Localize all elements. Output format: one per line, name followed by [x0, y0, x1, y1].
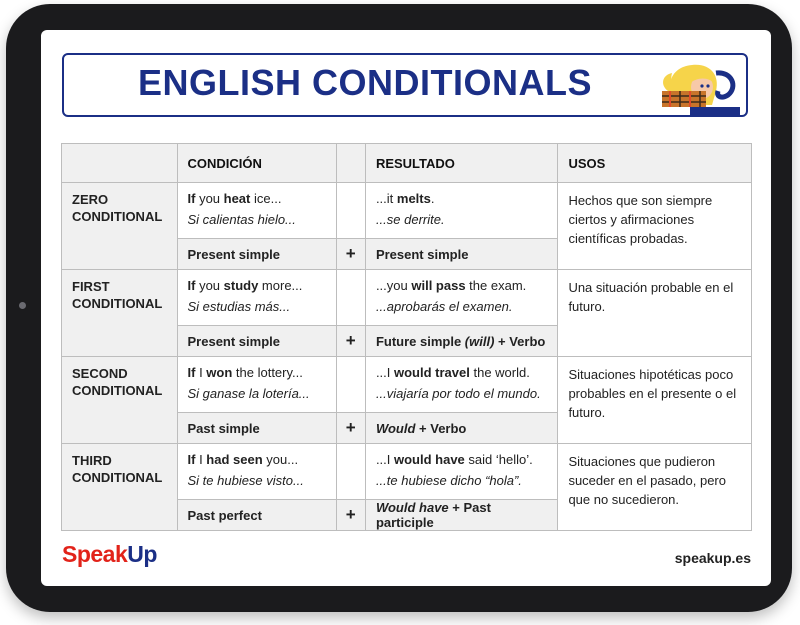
camera-dot	[19, 302, 26, 309]
plus-sign: +	[336, 239, 365, 270]
plus-sign: +	[336, 413, 365, 444]
text-fragment: If	[187, 365, 196, 380]
result-tense	[365, 500, 558, 531]
result-tense	[365, 413, 558, 444]
plus-spacer	[336, 183, 365, 239]
speakup-logo	[62, 541, 157, 568]
example-en	[376, 362, 548, 383]
header-plus-spacer	[336, 144, 365, 183]
result-translation: ...te hubiese dicho “hola”.	[375, 473, 522, 488]
text-fragment: + Past participle	[375, 500, 491, 530]
result-translation: ...se derrite.	[375, 212, 445, 227]
text-fragment: you...	[262, 452, 299, 467]
text-fragment: ice...	[250, 191, 282, 206]
condition-example	[177, 357, 336, 413]
example-en	[376, 188, 548, 209]
tablet-frame	[6, 4, 792, 612]
text-fragment: .	[430, 191, 435, 206]
conditional-type-line1: THIRD	[72, 453, 112, 468]
header-condicion: CONDICIÓN	[177, 144, 336, 183]
condition-translation: Si ganase la lotería...	[187, 386, 310, 401]
text-fragment: you	[195, 191, 224, 206]
example-en	[188, 449, 326, 470]
text-fragment: Future simple	[375, 333, 465, 349]
text-fragment: would travel	[394, 365, 470, 380]
conditional-type	[62, 357, 178, 444]
conditional-type-line2: CONDITIONAL	[72, 470, 163, 485]
text-fragment: study	[223, 278, 259, 293]
conditional-type	[62, 444, 178, 531]
text-fragment: ...I	[375, 452, 394, 467]
result-translation: ...viajaría por todo el mundo.	[375, 386, 541, 401]
example-en	[188, 275, 326, 296]
example-en	[376, 275, 548, 296]
text-fragment: ...it	[375, 191, 397, 206]
text-fragment: (will)	[464, 333, 495, 349]
table-row	[62, 444, 752, 500]
condition-tense: Present simple	[177, 239, 336, 270]
condition-tense: Past perfect	[177, 500, 336, 531]
text-fragment: you	[195, 278, 224, 293]
condition-example	[177, 270, 336, 326]
conditional-type-line2: CONDITIONAL	[72, 296, 163, 311]
result-example	[365, 183, 558, 239]
result-example	[365, 270, 558, 326]
plus-spacer	[336, 357, 365, 413]
conditional-type-line1: ZERO	[72, 192, 109, 207]
condition-translation: Si te hubiese visto...	[187, 473, 304, 488]
website-url: speakup.es	[674, 550, 751, 566]
condition-translation: Si calientas hielo...	[187, 212, 296, 227]
uses-description: Situaciones que pudieron suceder en el pasado, pero que no sucedieron.	[558, 444, 752, 531]
text-fragment: melts	[396, 191, 431, 206]
text-fragment: had seen	[206, 452, 263, 467]
text-fragment: won	[206, 365, 233, 380]
condition-tense: Present simple	[177, 326, 336, 357]
text-fragment: I	[195, 452, 207, 467]
mascot-illustration	[658, 61, 740, 115]
text-fragment: will pass	[411, 278, 466, 293]
conditional-type-line1: FIRST	[72, 279, 110, 294]
table-row	[62, 183, 752, 239]
uses-description: Hechos que son siempre ciertos y afirmaciones científicas probadas.	[558, 183, 752, 270]
example-en	[188, 188, 326, 209]
conditional-type-line2: CONDITIONAL	[72, 209, 163, 224]
result-translation: ...aprobarás el examen.	[375, 299, 513, 314]
text-fragment: the lottery...	[232, 365, 303, 380]
table-row	[62, 270, 752, 326]
result-example	[365, 444, 558, 500]
text-fragment: If	[187, 191, 196, 206]
text-fragment: ...I	[375, 365, 394, 380]
logo-speak: Speak	[62, 541, 128, 567]
conditional-type	[62, 183, 178, 270]
result-tense	[365, 326, 558, 357]
header-empty	[62, 144, 178, 183]
example-en	[188, 362, 326, 383]
plus-sign: +	[336, 326, 365, 357]
conditional-type-line1: SECOND	[72, 366, 128, 381]
conditionals-table	[61, 143, 752, 531]
text-fragment: + Verbo	[415, 420, 467, 436]
table-row	[62, 357, 752, 413]
text-fragment: Would	[375, 420, 416, 436]
conditional-type	[62, 270, 178, 357]
text-fragment: said ‘hello’.	[464, 452, 533, 467]
logo-up: Up	[127, 541, 157, 567]
uses-description: Una situación probable en el futuro.	[558, 270, 752, 357]
text-fragment: would have	[394, 452, 465, 467]
text-fragment: the exam.	[465, 278, 527, 293]
text-fragment: more...	[258, 278, 303, 293]
result-example	[365, 357, 558, 413]
text-fragment: I	[195, 365, 207, 380]
uses-description: Situaciones hipotéticas poco probables en el presente o el futuro.	[558, 357, 752, 444]
title-box	[62, 53, 748, 117]
text-fragment: + Verbo	[494, 333, 546, 349]
header-resultado: RESULTADO	[365, 144, 558, 183]
plus-sign: +	[336, 500, 365, 531]
page-title: ENGLISH CONDITIONALS	[137, 62, 592, 103]
plus-spacer	[336, 270, 365, 326]
condition-example	[177, 183, 336, 239]
example-en	[376, 449, 548, 470]
table-header-row	[62, 144, 752, 183]
text-fragment: If	[187, 278, 196, 293]
condition-tense: Past simple	[177, 413, 336, 444]
text-fragment: heat	[223, 191, 251, 206]
screen	[41, 30, 771, 586]
condition-translation: Si estudias más...	[187, 299, 291, 314]
condition-example	[177, 444, 336, 500]
text-fragment: Would have	[375, 500, 449, 515]
header-usos: USOS	[558, 144, 752, 183]
plus-spacer	[336, 444, 365, 500]
text-fragment: If	[187, 452, 196, 467]
conditional-type-line2: CONDITIONAL	[72, 383, 163, 398]
text-fragment: the world.	[469, 365, 530, 380]
result-tense: Present simple	[365, 239, 558, 270]
text-fragment: ...you	[375, 278, 412, 293]
